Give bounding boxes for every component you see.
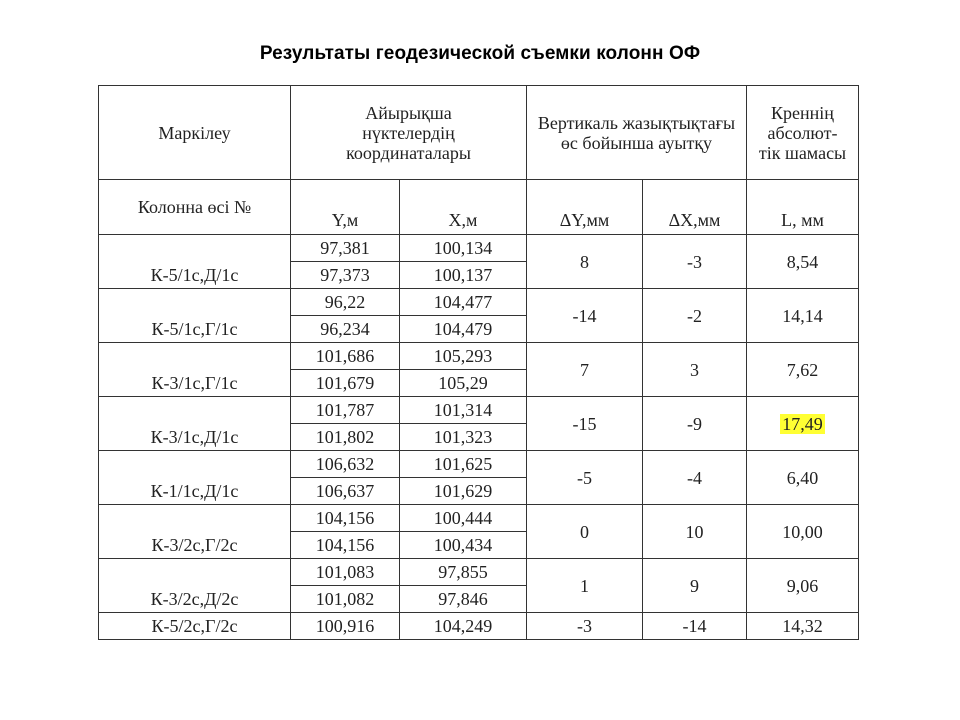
table-row-last (99, 613, 859, 640)
dy-cell: -3 (527, 613, 643, 640)
dx-cell: 3 (643, 343, 747, 397)
header-axis (99, 180, 291, 235)
marker-cell: К-3/2с,Д/2с (99, 559, 291, 613)
header-marker: Маркілеу (99, 86, 291, 180)
y-cell: 100,916 (291, 613, 400, 640)
header-x: X,м (400, 180, 527, 235)
l-cell: 6,40 (747, 451, 859, 505)
dx-cell: 9 (643, 559, 747, 613)
table-row (99, 559, 859, 586)
marker-cell: К-5/1с,Г/1с (99, 289, 291, 343)
x-cell: 104,249 (400, 613, 527, 640)
dy-cell: 8 (527, 235, 643, 289)
header-deviation (527, 86, 747, 180)
x-cell: 101,314 (400, 397, 527, 424)
table-row (99, 343, 859, 370)
table-row (99, 289, 859, 316)
marker-cell: К-5/2с,Г/2с (99, 613, 291, 640)
x-cell: 105,293 (400, 343, 527, 370)
y-cell: 106,632 (291, 451, 400, 478)
l-cell: 8,54 (747, 235, 859, 289)
x-cell: 105,29 (400, 370, 527, 397)
x-cell: 97,846 (400, 586, 527, 613)
table-row (99, 235, 859, 262)
header-l: L, мм (747, 180, 859, 235)
dy-cell: 7 (527, 343, 643, 397)
y-cell: 101,686 (291, 343, 400, 370)
marker-cell: К-3/1с,Д/1с (99, 397, 291, 451)
l-cell: 14,32 (747, 613, 859, 640)
header-row-1 (99, 86, 859, 180)
y-cell: 96,22 (291, 289, 400, 316)
survey-results-table (98, 85, 859, 640)
x-cell: 100,137 (400, 262, 527, 289)
marker-cell: К-5/1с,Д/1с (99, 235, 291, 289)
y-cell: 97,373 (291, 262, 400, 289)
table-header (99, 86, 859, 235)
x-cell: 100,444 (400, 505, 527, 532)
l-cell: 14,14 (747, 289, 859, 343)
dx-cell: -3 (643, 235, 747, 289)
header-coords-text: Айырықша нүктелердің координаталары (346, 102, 471, 163)
marker-cell: К-1/1с,Д/1с (99, 451, 291, 505)
x-cell: 100,434 (400, 532, 527, 559)
marker-cell: К-3/1с,Г/1с (99, 343, 291, 397)
table-body (99, 235, 859, 640)
header-row-2 (99, 180, 859, 235)
header-y: Y,м (291, 180, 400, 235)
dy-cell: -5 (527, 451, 643, 505)
x-cell: 101,625 (400, 451, 527, 478)
dx-cell: -14 (643, 613, 747, 640)
y-cell: 101,082 (291, 586, 400, 613)
l-cell: 9,06 (747, 559, 859, 613)
table-row (99, 451, 859, 478)
header-deviation-text: Вертикаль жазықтықтағы өс бойынша ауытқу (537, 112, 736, 153)
x-cell: 101,323 (400, 424, 527, 451)
y-cell: 106,637 (291, 478, 400, 505)
table-row (99, 397, 859, 424)
y-cell: 101,083 (291, 559, 400, 586)
l-highlight-value: 17,49 (782, 413, 823, 434)
y-cell: 97,381 (291, 235, 400, 262)
dy-cell: 1 (527, 559, 643, 613)
dx-cell: 10 (643, 505, 747, 559)
dy-cell: -14 (527, 289, 643, 343)
dy-cell: 0 (527, 505, 643, 559)
l-cell-highlighted (747, 397, 859, 451)
y-cell: 96,234 (291, 316, 400, 343)
l-cell: 10,00 (747, 505, 859, 559)
dy-cell: -15 (527, 397, 643, 451)
dx-cell: -2 (643, 289, 747, 343)
x-cell: 97,855 (400, 559, 527, 586)
header-abs-text: Креннің абсолют-тік шамасы (758, 102, 847, 163)
marker-cell: К-3/2с,Г/2с (99, 505, 291, 559)
l-cell: 7,62 (747, 343, 859, 397)
dx-cell: -4 (643, 451, 747, 505)
header-abs (747, 86, 859, 180)
header-axis-text: Колонна өсі № (137, 197, 252, 217)
header-dy: ΔY,мм (527, 180, 643, 235)
y-cell: 101,679 (291, 370, 400, 397)
header-coords (291, 86, 527, 180)
x-cell: 100,134 (400, 235, 527, 262)
dx-cell: -9 (643, 397, 747, 451)
y-cell: 104,156 (291, 532, 400, 559)
slide-title: Результаты геодезической съемки колонн ОФ (259, 43, 701, 64)
x-cell: 101,629 (400, 478, 527, 505)
header-dx: ΔX,мм (643, 180, 747, 235)
table-row (99, 505, 859, 532)
y-cell: 101,802 (291, 424, 400, 451)
x-cell: 104,479 (400, 316, 527, 343)
y-cell: 104,156 (291, 505, 400, 532)
x-cell: 104,477 (400, 289, 527, 316)
y-cell: 101,787 (291, 397, 400, 424)
